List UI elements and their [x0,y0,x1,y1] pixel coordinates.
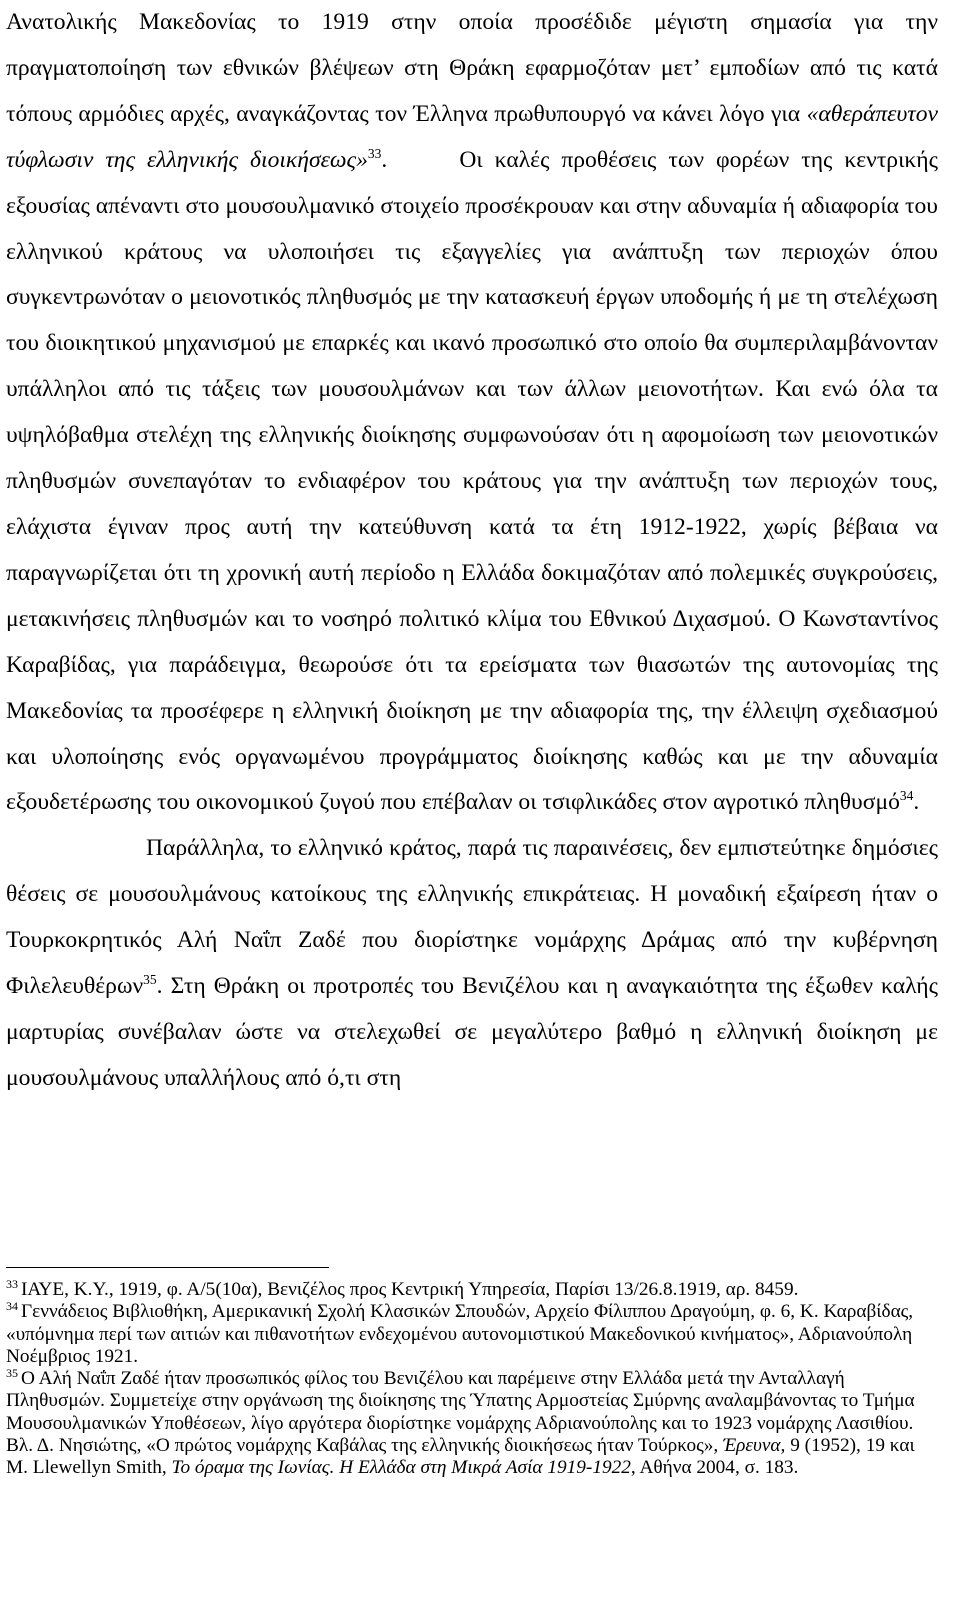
footnote-text: Ο Αλή Ναΐπ Ζαδέ ήταν προσωπικός φίλος του Βενιζέλου και παρέμεινε στην Ελλάδα μετά την Ανταλλαγή Πληθυσμών. Συμμετείχε στην οργάνωση της διοίκησης της Ύπατης Αρμοστείας Σμύρνης αναλαμβάνοντας το Τμήμα Μουσουλμανικών Υποθέσεων, λίγο αργότερα διορίστηκε νομάρχης Αδριανούπολης και το 1923 νομάρχης Λασιθίου. Βλ. Δ. Νησιώτης, «Ο πρώτος νομάρχης Καβάλας της ελληνικής διοικήσεως ήταν Τούρκος», [6,1368,915,1457]
book-title: Το όραμα της Ιωνίας. Η Ελλάδα στη Μικρά Ασία 1919-1922 [171,1457,631,1479]
footnote-text-end: , Αθήνα 2004, σ. 183. [630,1457,799,1479]
footnote-text: Γεννάδειος Βιβλιοθήκη, Αμερικανική Σχολή Κλασικών Σπουδών, Αρχείο Φίλιππου Δραγούμη, φ. 6, Κ. Καραβίδας, «υπόμνημα περί των αιτιών και πιθανοτήτων ενδεχομένου αυτονομιστικού Μακεδονικού κινήματος», Αδριανούπολη Νοέμβριος 1921. [6,1301,914,1367]
paragraph-1-period: . [381,146,388,173]
paragraph-1-main: Οι καλές προθέσεις των φορέων της κεντρικής εξουσίας απέναντι στο μουσουλμανικό στοιχείο προσέκρουαν και στην αδυναμία ή αδιαφορία του ελληνικού κράτους να υλοποιήσει τις εξαγγελίες για ανάπτυξη των περιοχών όπου συγκεντρωνόταν ο μειονοτικός πληθυσμός με την κατασκευή έργων υποδομής ή με τη στελέχωση του διοικητικού μηχανισμού με επαρκές και ικανό προσωπικό στο οποίο θα συμπεριλαμβάνονταν υπάλληλοι από τις τάξεις των μουσουλμάνων και των άλλων μειονοτήτων. Και ενώ όλα τα υψηλόβαθμα στελέχη της ελληνικής διοίκησης συμφωνούσαν ότι η αφομοίωση των μειονοτικών πληθυσμών συνεπαγόταν το ενδιαφέρον του κράτους για την ανάπτυξη των περιοχών τους, ελάχιστα έγιναν προς αυτή την κατεύθυνση κατά τα έτη 1912-1922, χωρίς βέβαια να παραγνωρίζεται ότι τη χρονική αυτή περίοδο η Ελλάδα δοκιμαζόταν από πολεμικές συγκρούσεις, μετακινήσεις πληθυσμών και το νοσηρό πολιτικό κλίμα του Εθνικού Διχασμού. Ο Κωνσταντίνος Καραβίδας, για παράδειγμα, θεωρούσε ότι τα ερείσματα των θιασωτών της αυτονομίας της Μακεδονίας τα προσέφερε η ελληνική διοίκηση με την αδιαφορία της, την έλλειψη σχεδιασμού και υλοποίησης ενός οργανωμένου προγράμματος διοίκησης καθώς και με την αδυναμία εξουδετέρωσης του οικονομικού ζυγού που επέβαλαν οι τσιφλικάδες στον αγροτικό πληθυσμό [6,146,938,816]
paragraph-2 [6,826,938,1101]
footnote-ref-35[interactable]: 35 [143,972,157,988]
footnote-33 [6,1279,938,1301]
footnote-separator [6,1267,329,1268]
paragraph-2-part-a: Παράλληλα, το ελληνικό κράτος, παρά τις παραινέσεις, δεν εμπιστεύτηκε δημόσιες θέσεις σε μουσουλμάνους κατοίκους της ελληνικής επικράτειας. Η μοναδική εξαίρεση ήταν ο Τουρκοκρητικός Αλή Ναΐπ Ζαδέ που διορίστηκε νομάρχης Δράμας από την κυβέρνηση Φιλελευθέρων [6,835,938,1000]
paragraph-1-intro: Ανατολικής Μακεδονίας το 1919 στην οποία προσέδιδε μέγιστη σημασία για την πραγματοποίηση των εθνικών βλέψεων στη Θράκη εφαρμοζόταν μετ’ εμποδίων από τις κατά τόπους αρμόδιες αρχές, αναγκάζοντας τον Έλληνα πρωθυπουργό να κάνει λόγο για [6,9,938,127]
footnote-text-cont: 9 (1952), 19 και M. Llewellyn Smith, [6,1435,915,1479]
paragraph-1-end: . [913,789,920,816]
footnote-number: 33 [6,1277,18,1291]
venizelos-quote: «αθεράπευτον τύφλωσιν της ελληνικής διοικήσεως» [6,100,938,173]
footnote-ref-33[interactable]: 33 [367,145,382,161]
footnote-number: 34 [6,1299,18,1314]
footnote-number: 35 [6,1366,18,1381]
footnote-34 [6,1301,938,1368]
paragraph-2-part-b: . Στη Θράκη οι προτροπές του Βενιζέλου και η αναγκαιότητα της έξωθεν καλής μαρτυρίας συνέβαλαν ώστε να στελεχωθεί σε μεγαλύτερο βαθμό η ελληνική διοίκηση με μουσουλμάνους υπαλλήλους από ό,τι στη [6,973,938,1091]
footnotes [6,1279,938,1480]
journal-title: Έρευνα, [723,1435,786,1457]
footnote-text: ΙΑΥΕ, Κ.Υ., 1919, φ. Α/5(10α), Βενιζέλος προς Κεντρική Υπηρεσία, Παρίσι 13/26.8.1919, αρ. 8459. [21,1279,799,1300]
footnote-35 [6,1368,938,1479]
paragraph-1 [6,0,938,826]
main-text [6,0,938,1102]
footnote-ref-34[interactable]: 34 [899,788,914,804]
